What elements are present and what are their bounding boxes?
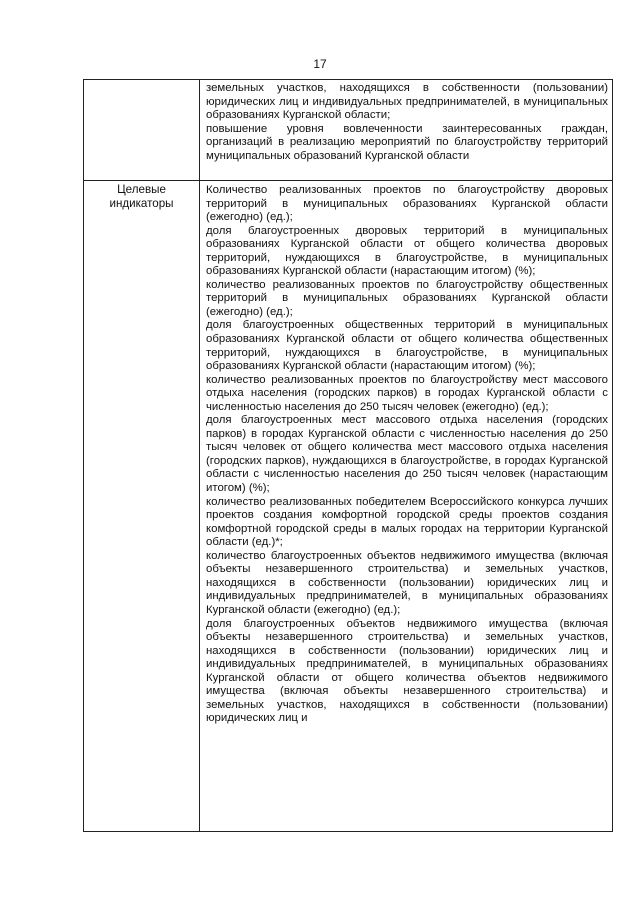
page-number: 17	[313, 57, 327, 71]
row-content-cell	[200, 80, 613, 181]
row-content-cell	[200, 181, 613, 832]
list-item: доля благоустроенных дворовых территорий в муниципальных образованиях Курганской области от общего количества дворовых территорий, нуждающихся в благоустройстве, в муниципальных образованиях Курганской области (нарастающим итогом) (%);	[206, 224, 608, 278]
list-item: количество реализованных победителем Всероссийского конкурса лучших проектов создания комфортной городской среды проектов создания комфортной городской среды в малых городах на территории Курганской области (ед.)*;	[206, 495, 608, 549]
list-item: Количество реализованных проектов по благоустройству дворовых территорий в муниципальных образованиях Курганской области (ежегодно) (ед.);	[206, 184, 608, 224]
row-label-cell-empty	[84, 80, 200, 181]
list-item: повышение уровня вовлеченности заинтересованных граждан, организаций в реализацию мероприятий по благоустройству территорий муниципальных образований Курганской области	[206, 122, 608, 162]
list-item: доля благоустроенных мест массового отдыха населения (городских парков) в городах Курганской области с численностью населения до 250 тысяч человек от общего количества мест массового отдыха населения (городских парков), нуждающихся в благоустройстве, в городах Курганской области с численностью населения до 250 тысяч человек (нарастающим итогом) (%);	[206, 414, 608, 495]
row-label-target-indicators: Целевые индикаторы	[109, 183, 174, 210]
program-passport-table	[83, 79, 613, 832]
table-row-target-indicators	[84, 181, 613, 832]
row-label-cell	[84, 181, 200, 832]
list-item: количество реализованных проектов по благоустройству мест массового отдыха населения (городских парков) в городах Курганской области с численностью населения до 250 тысяч человек (ежегодно) (ед.);	[206, 373, 608, 413]
table-row-objectives-continuation	[84, 80, 613, 181]
list-item: земельных участков, находящихся в собственности (пользовании) юридических лиц и индивидуальных предпринимателей, в муниципальных образованиях Курганской области;	[206, 82, 608, 122]
list-item: доля благоустроенных общественных территорий в муниципальных образованиях Курганской области от общего количества общественных территорий, нуждающихся в благоустройстве, в муниципальных образованиях Курганской области (нарастающим итогом) (%);	[206, 319, 608, 373]
list-item: количество благоустроенных объектов недвижимого имущества (включая объекты незавершенного строительства) и земельных участков, находящихся в собственности (пользовании) юридических лиц и индивидуальных предпринимателей, в муниципальных образованиях Курганской области (ежегодно) (ед.);	[206, 549, 608, 616]
list-item: доля благоустроенных объектов недвижимого имущества (включая объекты незавершенного строительства) и земельных участков, находящихся в собственности (пользовании) юридических лиц и индивидуальных предпринимателей, в муниципальных образованиях Курганской области от общего количества объектов недвижимого имущества (включая объекты незавершенного строительства) и земельных участков, находящихся в собственности (пользовании) юридических лиц и	[206, 617, 608, 725]
row-label	[84, 80, 199, 82]
list-item: количество реализованных проектов по благоустройству общественных территорий в муниципальных образованиях Курганской области (ежегодно) (ед.);	[206, 278, 608, 318]
